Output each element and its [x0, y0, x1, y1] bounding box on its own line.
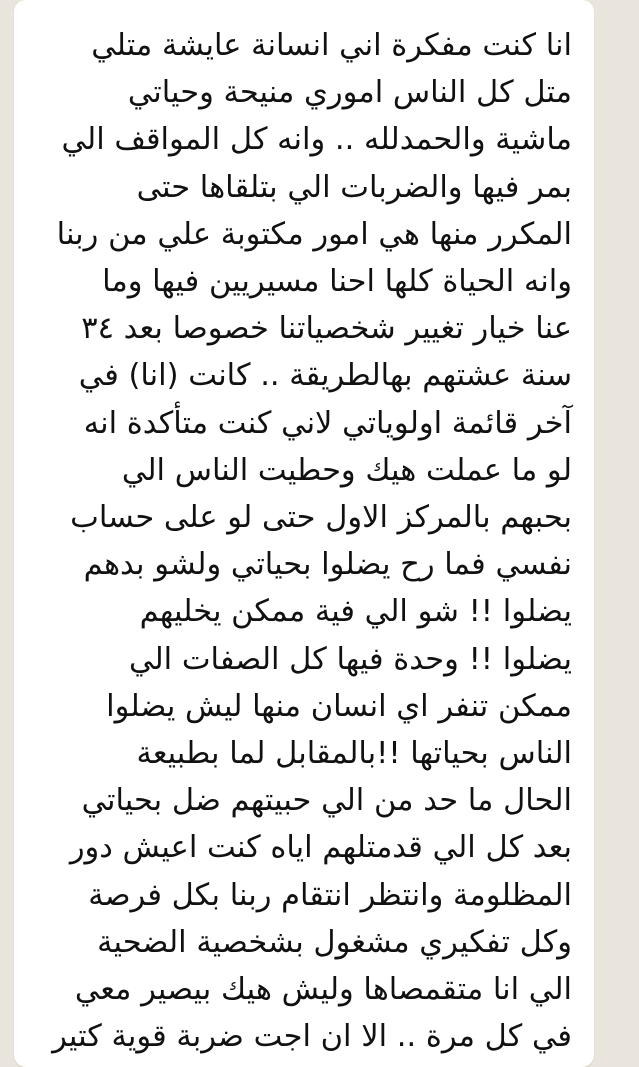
message-line: في كل مرة .. الا ان اجت ضربة قوية كتير	[52, 1019, 572, 1055]
message-line: بمر فيها والضربات الي بتلقاها حتى	[136, 169, 572, 205]
message-line: سنة عشتهم بهالطريقة .. كانت (انا) في	[78, 358, 572, 394]
message-line: يضلوا !! وحدة فيها كل الصفات الي	[128, 641, 572, 677]
message-line: لو ما عملت هيك وحطيت الناس الي	[121, 452, 572, 488]
message-line: وكل تفكيري مشغول بشخصية الضحية	[97, 924, 572, 960]
message-line: نفسي فما رح يضلوا بحياتي ولشو بدهم	[83, 547, 572, 583]
message-line: الحال ما حد من الي حبيتهم ضل بحياتي	[81, 783, 572, 819]
message-line: الناس بحياتها !!بالمقابل لما بطبيعة	[136, 736, 572, 772]
message-line: متل كل الناس اموري منيحة وحياتي	[127, 75, 572, 111]
message-text	[14, 0, 594, 1060]
message-line: بحبهم بالمركز الاول حتى لو على حساب	[70, 500, 572, 536]
message-line: وانه الحياة كلها احنا مسيريين فيها وما	[102, 264, 572, 300]
message-line: يضلوا !! شو الي فية ممكن يخليهم	[139, 594, 572, 630]
message-line: بعد كل الي قدمتلهم اياه كنت اعيش دور	[69, 830, 572, 866]
message-line: آخر قائمة اولوياتي لاني كنت متأكدة انه	[83, 405, 572, 441]
message-line: الي انا متقمصاها وليش هيك بيصير معي	[74, 972, 572, 1008]
message-line: المكرر منها هي امور مكتوبة علي من ربنا	[56, 216, 572, 252]
message-line: المظلومة وانتظر انتقام ربنا بكل فرصة	[88, 877, 572, 913]
message-line: ماشية والحمدلله .. وانه كل المواقف الي	[61, 122, 572, 158]
message-line: عنا خيار تغيير شخصياتنا خصوصا بعد ٣٤	[81, 311, 572, 347]
message-line: انا كنت مفكرة اني انسانة عايشة متلي	[91, 28, 572, 63]
message-bubble[interactable]	[14, 0, 594, 1067]
message-line: ممكن تنفر اي انسان منها ليش يضلوا	[106, 688, 572, 724]
